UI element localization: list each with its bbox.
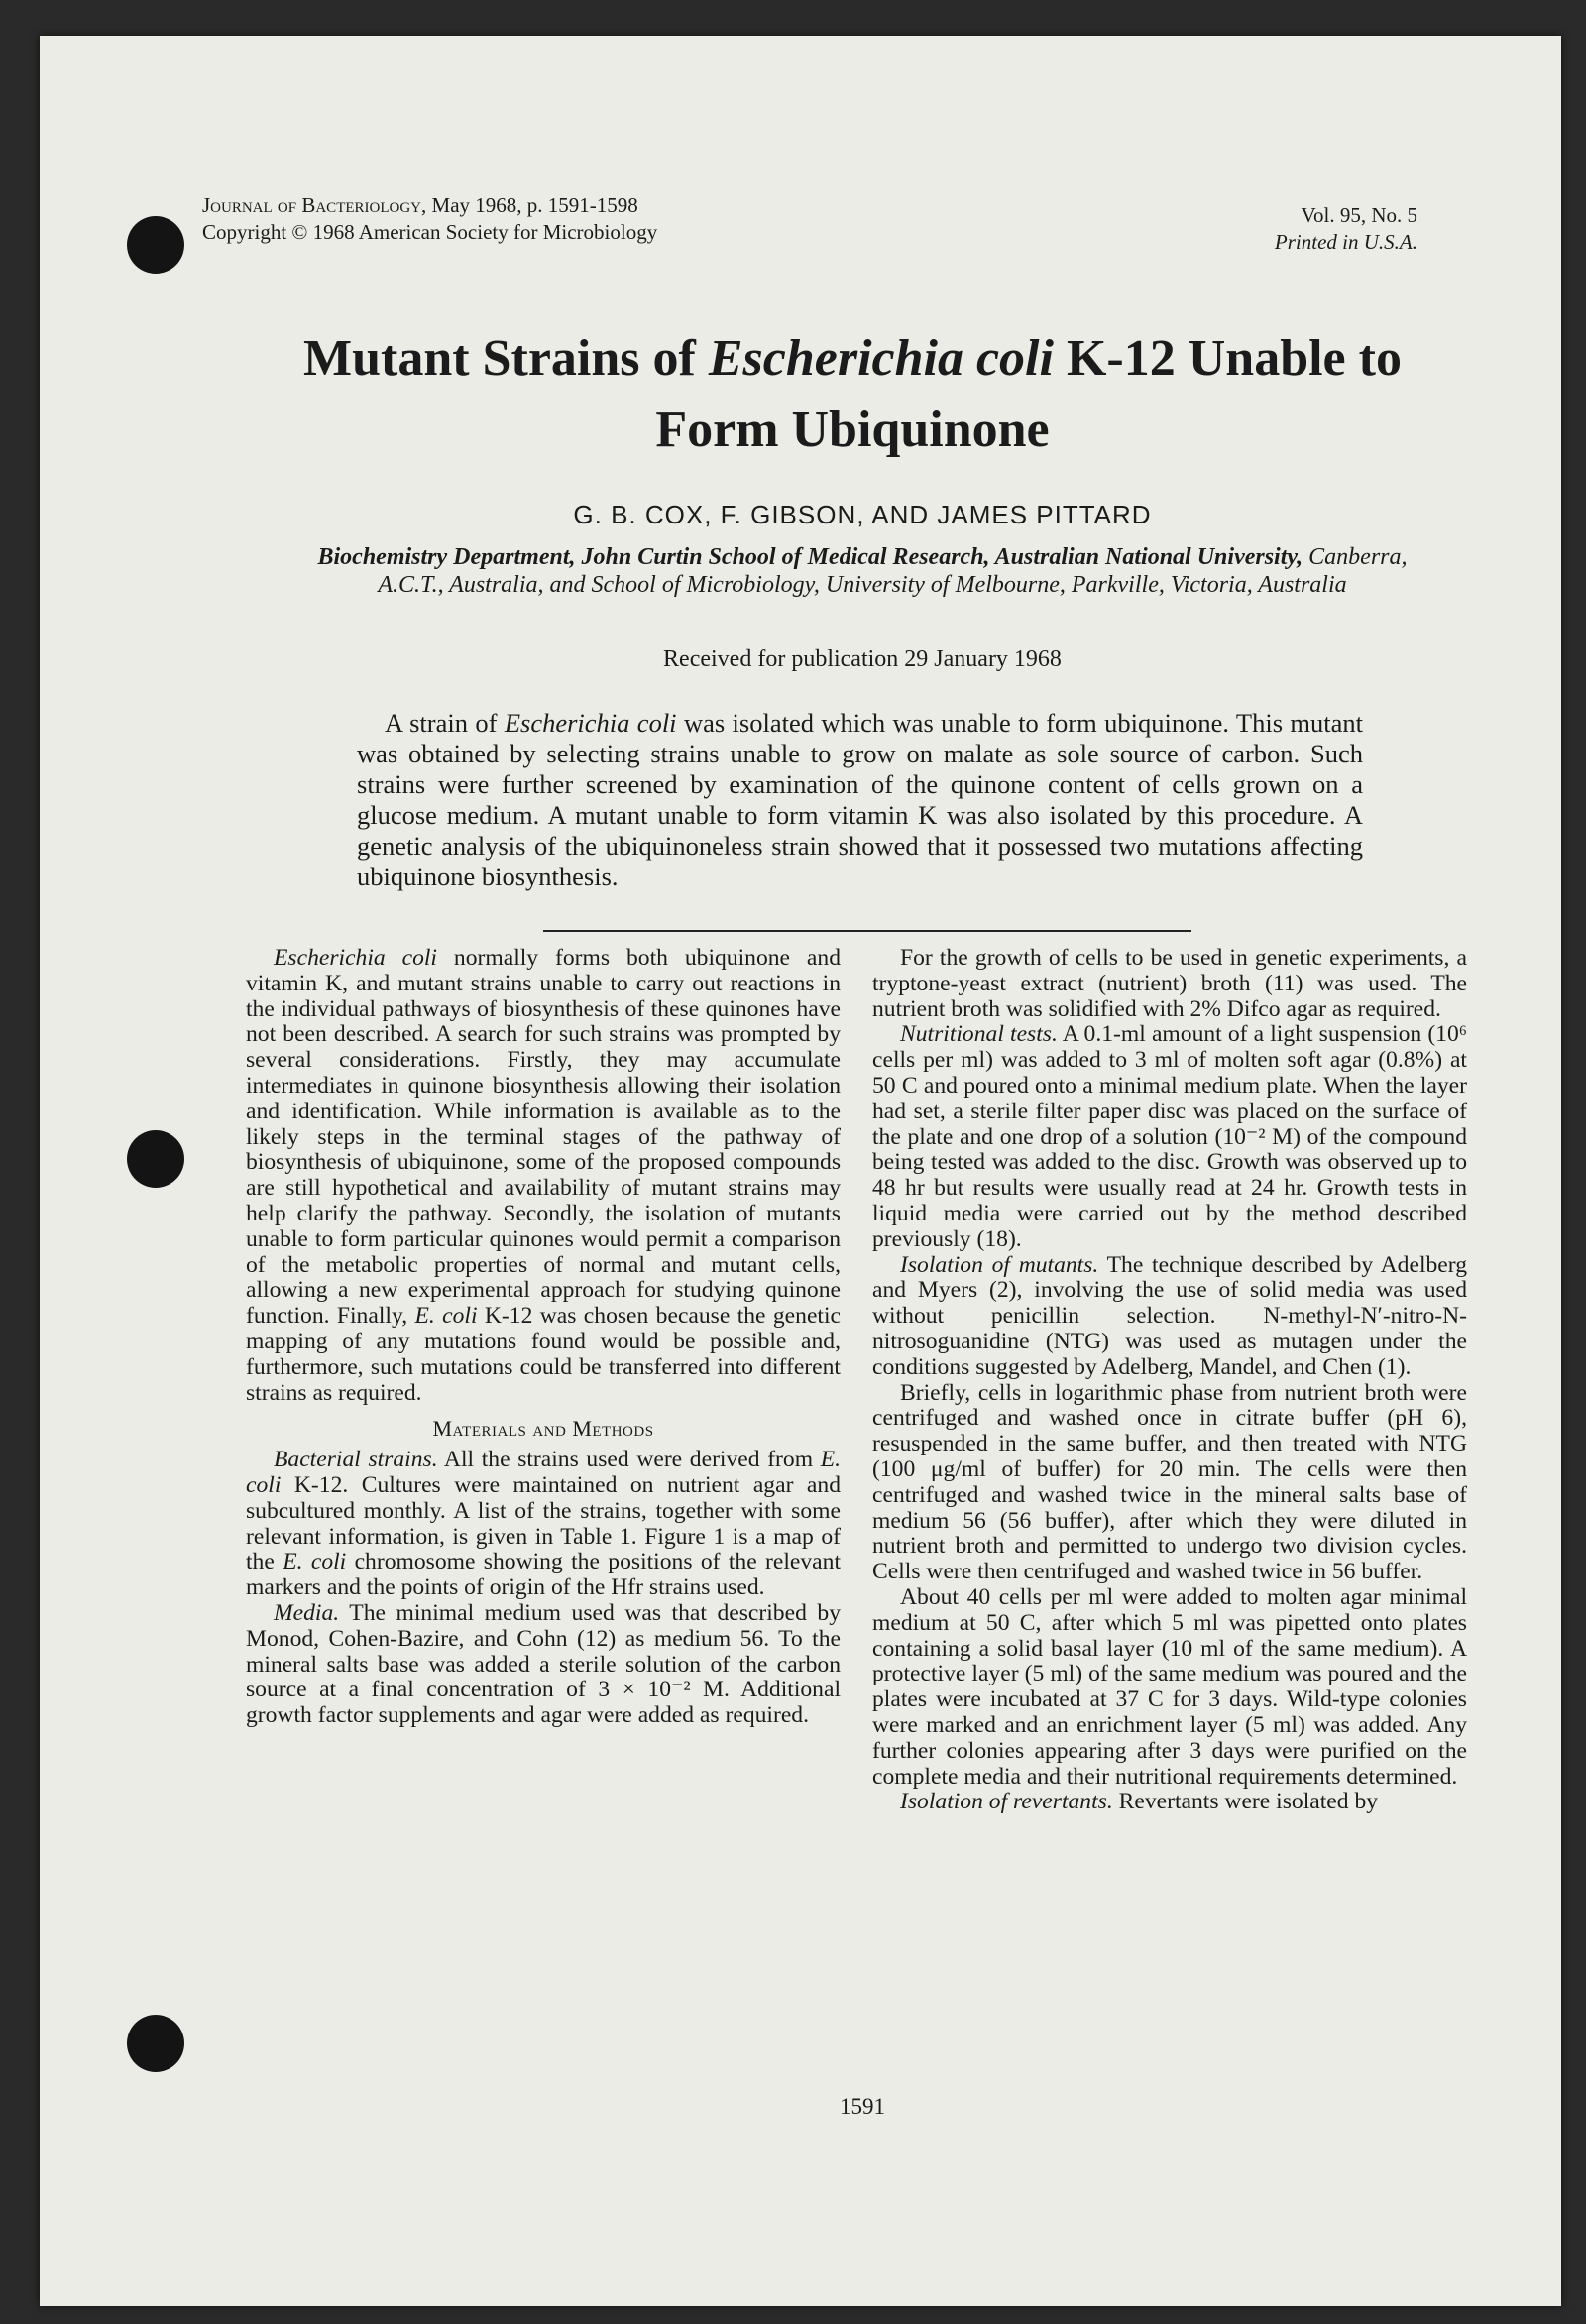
title-species: Escherichia coli: [708, 330, 1054, 387]
binder-hole: [127, 1130, 184, 1188]
journal-issue: , May 1968, p. 1591-1598: [421, 193, 638, 217]
copyright-line: Copyright © 1968 American Society for Microbiology: [202, 220, 658, 244]
received-date: Received for publication 29 January 1968: [663, 646, 1062, 672]
briefly-paragraph: Briefly, cells in logarithmic phase from nutrient broth were centrifuged and washed once in citrate buffer (pH 6), resuspended in the same buffer, and then treated with NTG (100 μg/ml of buffer) for 20 min. The cells were then centrifuged and washed twice in the mineral salts base of medium 56 (56 buffer), after which they were diluted in nutrient broth and permitted to undergo two division cycles. Cells were then centrifuged and washed twice in 56 buffer.: [872, 1379, 1467, 1585]
intro-paragraph: Escherichia coli normally forms both ubiquinone and vitamin K, and mutant strains unable to carry out reactions in the individual pathways of biosynthesis of these quinones have not been described. A search for such strains was prompted by several considerations. Firstly, they may accumulate intermediates in quinone biosynthesis allowing their isolation and identification. While information is available as to the likely steps in the terminal stages of the pathway of biosynthesis of ubiquinone, some of the proposed compounds are still hypothetical and availability of mutant strains may help clarify the pathway. Secondly, the isolation of mutants unable to form particular quinones would permit a comparison of the metabolic properties of normal and mutant cells, allowing a new experimental approach for studying quinone function. Finally, E. coli K-12 was chosen because the genetic mapping of any mutations found would be possible and, furthermore, such mutations could be transferred into different strains as required.: [246, 945, 841, 1406]
isolation-paragraph: Isolation of mutants. The technique described by Adelberg and Myers (2), involving the use of solid media was used without penicillin selection. N-methyl-N′-nitro-N-nitrosoguanidine (NTG) was used as mutagen under the conditions suggested by Adelberg, Mandel, and Chen (1).: [872, 1251, 1467, 1380]
strains-paragraph: Bacterial strains. All the strains used were derived from E. coli K-12. Cultures were maintained on nutrient agar and subcultured monthly. A list of the strains, together with some relevant information, is given in Table 1. Figure 1 is a map of the E. coli chromosome showing the positions of the relevant markers and the points of origin of the Hfr strains used.: [246, 1447, 842, 1601]
left-column: [246, 946, 841, 1729]
media-paragraph: Media. The minimal medium used was that described by Monod, Cohen-Bazire, and Cohn (12) as medium 56. To the mineral salts base was added a sterile solution of the carbon source at a final concentration of 3 × 10⁻² M. Additional growth factor supplements and agar were added as required.: [246, 1599, 841, 1729]
section-heading: Materials and Methods: [432, 1416, 654, 1442]
right-column: [872, 946, 1467, 1815]
journal-name: Journal of Bacteriology: [202, 193, 422, 217]
enrichment-paragraph: About 40 cells per ml were added to molten agar minimal medium at 50 C, after which 5 ml was pipetted onto plates containing a solid basal layer (10 ml of the same medium). A protective layer (5 ml) of the same medium was poured and the plates were incubated at 37 C for 3 days. Wild-type colonies were marked and an enrichment layer (5 ml) was added. Any further colonies appearing after 3 days were purified on the complete media and their nutritional requirements determined.: [872, 1583, 1467, 1790]
binder-hole: [127, 216, 184, 274]
affiliation-dept: Biochemistry Department, John Curtin School of Medical Research, Australian National University,: [317, 544, 1303, 570]
nutritional-paragraph: Nutritional tests. A 0.1-ml amount of a light suspension (10⁶ cells per ml) was added to 3 ml of molten soft agar (0.8%) at 50 C and poured onto a minimal medium plate. When the layer had set, a sterile filter paper disc was placed on the surface of the plate and one drop of a solution (10⁻² M) of the compound being tested was added to the disc. Growth was observed up to 48 hr but results were usually read at 24 hr. Growth tests in liquid media were carried out by the method described previously (18).: [872, 1021, 1467, 1252]
affiliation-rest: Canberra, A.C.T., Australia, and School of Microbiology, University of Melbourne, Parkville, Victoria, Australia: [378, 544, 1408, 598]
paper-page: [40, 36, 1561, 2306]
volume-label: Vol. 95, No. 5: [1301, 203, 1417, 227]
abstract: A strain of Escherichia coli was isolated which was unable to form ubiquinone. This mutant was obtained by selecting strains unable to grow on malate as sole source of carbon. Such strains were further screened by examination of the quinone content of cells grown on a glucose medium. A mutant unable to form vitamin K was also isolated by this procedure. A genetic analysis of the ubiquinoneless strain showed that it possessed two mutations affecting ubiquinone biosynthesis.: [357, 708, 1364, 891]
author-list: G. B. COX, F. GIBSON, AND JAMES PITTARD: [573, 500, 1152, 529]
revertants-paragraph: Isolation of revertants. Revertants were isolated by: [900, 1789, 1379, 1815]
growth-paragraph: For the growth of cells to be used in genetic experiments, a tryptone-yeast extract (nutrient) broth (11) was used. The nutrient broth was solidified with 2% Difco agar as required.: [872, 945, 1467, 1022]
printed-label: Printed in U.S.A.: [1274, 230, 1417, 254]
article-title: Mutant Strains of Escherichia coli K-12 Unable to Form Ubiquinone: [303, 330, 1402, 458]
binder-hole: [127, 2015, 184, 2072]
volume-block: [1071, 202, 1417, 256]
journal-header: [202, 192, 896, 246]
affiliation: [307, 543, 1417, 599]
page-number: 1591: [840, 2094, 885, 2119]
abstract-divider: [543, 930, 1191, 932]
